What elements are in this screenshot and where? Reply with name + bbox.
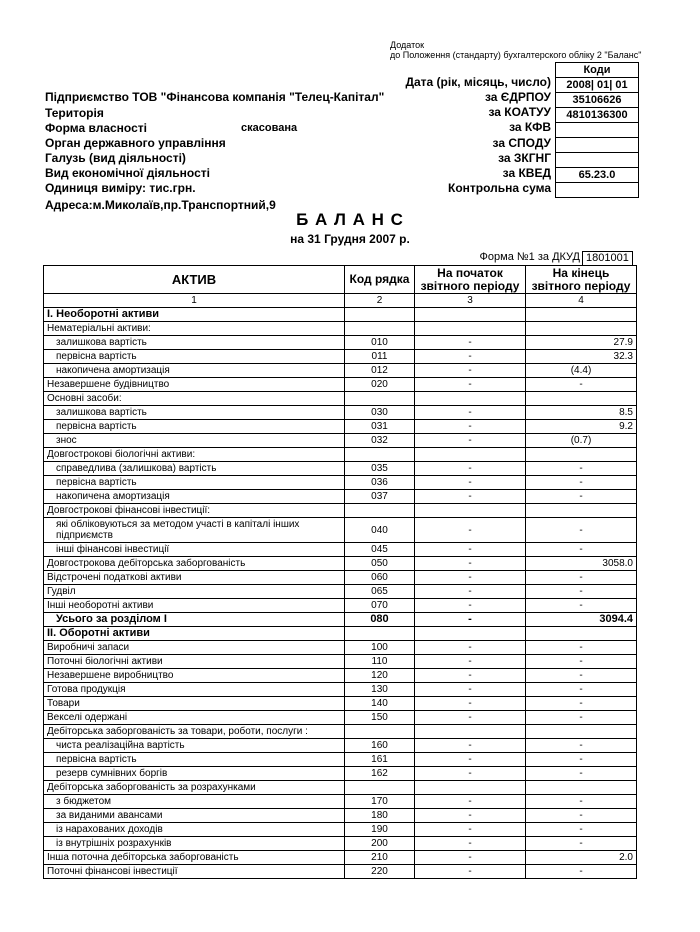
row-end-value: - [526, 543, 637, 557]
code-spodu [556, 138, 639, 153]
row-code [345, 781, 415, 795]
row-start-value: - [415, 767, 526, 781]
row-start-value: - [415, 641, 526, 655]
row-end-value: 32.3 [526, 350, 637, 364]
row-start-value: - [415, 683, 526, 697]
row-name: справедлива (залишкова) вартість [44, 462, 345, 476]
row-name: Інші необоротні активи [44, 599, 345, 613]
table-row [44, 655, 637, 669]
row-name: первісна вартість [44, 753, 345, 767]
row-start-value: - [415, 697, 526, 711]
row-end-value [526, 308, 637, 322]
row-start-value: - [415, 795, 526, 809]
row-start-value: - [415, 809, 526, 823]
row-end-value [526, 322, 637, 336]
ownership-label: Форма власності [45, 121, 147, 135]
row-code: 162 [345, 767, 415, 781]
table-row [44, 837, 637, 851]
row-code: 180 [345, 809, 415, 823]
row-name: Довгострокові фінансові інвестиції: [44, 504, 345, 518]
row-start-value: - [415, 406, 526, 420]
row-name: Відстрочені податкові активи [44, 571, 345, 585]
row-end-value: (4.4) [526, 364, 637, 378]
row-code: 050 [345, 557, 415, 571]
table-row [44, 823, 637, 837]
row-end-value: 2.0 [526, 851, 637, 865]
row-code: 045 [345, 543, 415, 557]
row-start-value: - [415, 711, 526, 725]
row-name: Незавершене будівництво [44, 378, 345, 392]
table-row [44, 571, 637, 585]
row-name: I. Необоротні активи [44, 308, 345, 322]
row-end-value: - [526, 599, 637, 613]
row-code [345, 322, 415, 336]
row-end-value: 9.2 [526, 420, 637, 434]
row-end-value: - [526, 669, 637, 683]
row-name: II. Оборотні активи [44, 627, 345, 641]
row-name: резерв сумнівних боргів [44, 767, 345, 781]
table-row [44, 557, 637, 571]
kved-label: за КВЕД [502, 166, 551, 180]
zkgng-label: за ЗКГНГ [498, 151, 551, 165]
row-code: 130 [345, 683, 415, 697]
row-name: із внутрішніх розрахунків [44, 837, 345, 851]
table-row [44, 697, 637, 711]
row-start-value: - [415, 669, 526, 683]
col-num-4: 4 [526, 294, 637, 308]
table-row [44, 711, 637, 725]
row-start-value: - [415, 753, 526, 767]
row-end-value [526, 781, 637, 795]
code-kfv [556, 123, 639, 138]
row-name: залишкова вартість [44, 336, 345, 350]
row-code: 035 [345, 462, 415, 476]
gov-body-label: Орган державного управління [45, 136, 226, 150]
row-name: залишкова вартість [44, 406, 345, 420]
row-end-value: - [526, 518, 637, 543]
table-row [44, 490, 637, 504]
row-name: Інша поточна дебіторська заборгованість [44, 851, 345, 865]
code-date: 2008| 01| 01 [556, 78, 639, 93]
row-end-value: - [526, 809, 637, 823]
row-name: первісна вартість [44, 350, 345, 364]
unit-label: Одиниця виміру: тис.грн. [45, 181, 196, 195]
table-row [44, 392, 637, 406]
row-code: 040 [345, 518, 415, 543]
row-name: за виданими авансами [44, 809, 345, 823]
row-name: Нематеріальні активи: [44, 322, 345, 336]
row-end-value: 3094.4 [526, 613, 637, 627]
row-start-value: - [415, 837, 526, 851]
table-row [44, 809, 637, 823]
table-row [44, 448, 637, 462]
header-start: На початок звітного періоду [415, 266, 526, 294]
row-start-value [415, 308, 526, 322]
document-title: Б А Л А Н С [296, 210, 404, 229]
col-num-2: 2 [345, 294, 415, 308]
row-start-value: - [415, 571, 526, 585]
row-code: 190 [345, 823, 415, 837]
row-end-value: - [526, 476, 637, 490]
row-start-value: - [415, 655, 526, 669]
row-code: 080 [345, 613, 415, 627]
row-code [345, 627, 415, 641]
row-name: інші фінансові інвестиції [44, 543, 345, 557]
row-start-value: - [415, 434, 526, 448]
balance-rows [44, 308, 637, 879]
row-end-value: - [526, 462, 637, 476]
row-start-value: - [415, 364, 526, 378]
table-row [44, 504, 637, 518]
row-name: Довгострокова дебіторська заборгованість [44, 557, 345, 571]
row-name: чиста реалізаційна вартість [44, 739, 345, 753]
row-code: 011 [345, 350, 415, 364]
row-start-value: - [415, 543, 526, 557]
table-row [44, 308, 637, 322]
form-label: Форма №1 за ДКУД [479, 251, 580, 263]
table-row [44, 669, 637, 683]
row-code [345, 448, 415, 462]
row-code [345, 725, 415, 739]
col-num-3: 3 [415, 294, 526, 308]
header-row-code: Код рядка [345, 266, 415, 294]
row-code: 037 [345, 490, 415, 504]
row-end-value [526, 392, 637, 406]
row-start-value: - [415, 851, 526, 865]
table-row [44, 739, 637, 753]
row-name: Усього за розділом I [44, 613, 345, 627]
table-row [44, 364, 637, 378]
row-end-value [526, 725, 637, 739]
row-start-value [415, 322, 526, 336]
row-code: 170 [345, 795, 415, 809]
row-code: 220 [345, 865, 415, 879]
spodu-label: за СПОДУ [492, 136, 551, 150]
table-row [44, 865, 637, 879]
code-zkgng [556, 153, 639, 168]
row-start-value [415, 448, 526, 462]
branch-label: Галузь (вид діяльності) [45, 151, 186, 165]
row-name: Виробничі запаси [44, 641, 345, 655]
row-end-value: (0.7) [526, 434, 637, 448]
row-start-value: - [415, 823, 526, 837]
table-row [44, 420, 637, 434]
row-end-value: - [526, 585, 637, 599]
row-name: накопичена амортизація [44, 364, 345, 378]
row-end-value: - [526, 865, 637, 879]
table-row [44, 434, 637, 448]
table-row [44, 767, 637, 781]
row-end-value: - [526, 823, 637, 837]
table-row [44, 350, 637, 364]
table-row [44, 462, 637, 476]
row-end-value: - [526, 683, 637, 697]
row-code: 010 [345, 336, 415, 350]
codes-title: Коди [556, 63, 639, 78]
row-start-value: - [415, 599, 526, 613]
activity-label: Вид економічної діяльності [45, 166, 210, 180]
row-start-value [415, 781, 526, 795]
row-end-value: - [526, 697, 637, 711]
row-end-value: 27.9 [526, 336, 637, 350]
document-subtitle: на 31 Грудня 2007 р. [290, 232, 410, 246]
row-name: накопичена амортизація [44, 490, 345, 504]
row-code [345, 504, 415, 518]
row-name: Векселі одержані [44, 711, 345, 725]
row-start-value: - [415, 336, 526, 350]
table-row [44, 795, 637, 809]
row-code [345, 392, 415, 406]
row-end-value: - [526, 753, 637, 767]
territory-label: Територія [45, 106, 104, 120]
row-start-value [415, 392, 526, 406]
table-row [44, 378, 637, 392]
row-start-value: - [415, 865, 526, 879]
balance-table [43, 265, 637, 879]
row-name: первісна вартість [44, 420, 345, 434]
row-name: Поточні фінансові інвестиції [44, 865, 345, 879]
row-end-value: - [526, 571, 637, 585]
enterprise-name: Підприємство ТОВ "Фінансова компанія "Телец-Капітал" [45, 90, 385, 104]
table-row [44, 725, 637, 739]
row-end-value: - [526, 767, 637, 781]
row-end-value: 8.5 [526, 406, 637, 420]
row-start-value: - [415, 585, 526, 599]
code-kved: 65.23.0 [556, 168, 639, 183]
row-end-value [526, 627, 637, 641]
row-name: знос [44, 434, 345, 448]
row-start-value: - [415, 557, 526, 571]
col-num-1: 1 [44, 294, 345, 308]
row-code: 065 [345, 585, 415, 599]
code-checksum [556, 183, 639, 198]
table-row [44, 476, 637, 490]
row-name: Готова продукція [44, 683, 345, 697]
table-row [44, 627, 637, 641]
table-row [44, 406, 637, 420]
row-code: 161 [345, 753, 415, 767]
row-start-value: - [415, 518, 526, 543]
row-code: 120 [345, 669, 415, 683]
form-code: 1801001 [582, 251, 633, 265]
appendix-reference: до Положення (стандарту) бухгалтерского обліку 2 "Баланс" [390, 50, 642, 60]
row-start-value: - [415, 378, 526, 392]
row-code: 032 [345, 434, 415, 448]
row-start-value: - [415, 350, 526, 364]
row-end-value [526, 448, 637, 462]
row-name: Довгострокові біологічні активи: [44, 448, 345, 462]
checksum-label: Контрольна сума [448, 181, 551, 195]
row-code: 020 [345, 378, 415, 392]
table-row [44, 851, 637, 865]
row-start-value: - [415, 490, 526, 504]
table-row [44, 641, 637, 655]
row-start-value: - [415, 420, 526, 434]
row-name: які обліковуються за методом участі в капіталі інших підприємств [44, 518, 345, 543]
row-end-value: - [526, 655, 637, 669]
appendix-label: Додаток [390, 40, 425, 50]
row-name: Основні засоби: [44, 392, 345, 406]
table-row [44, 613, 637, 627]
table-row [44, 322, 637, 336]
address-label: Адреса:м.Миколаїв,пр.Транспортний,9 [45, 198, 276, 212]
row-code: 070 [345, 599, 415, 613]
table-row [44, 683, 637, 697]
row-code: 140 [345, 697, 415, 711]
table-row [44, 336, 637, 350]
code-koatuu: 4810136300 [556, 108, 639, 123]
row-code: 210 [345, 851, 415, 865]
row-name: Дебіторська заборгованість за товари, роботи, послуги : [44, 725, 345, 739]
kfv-label: за КФВ [509, 120, 551, 134]
row-code: 160 [345, 739, 415, 753]
code-edrpou: 35106626 [556, 93, 639, 108]
row-start-value: - [415, 476, 526, 490]
row-code: 110 [345, 655, 415, 669]
row-name: первісна вартість [44, 476, 345, 490]
codes-box [555, 62, 639, 198]
table-row [44, 543, 637, 557]
table-row [44, 518, 637, 543]
row-end-value: - [526, 711, 637, 725]
row-end-value [526, 504, 637, 518]
row-name: із нарахованих доходів [44, 823, 345, 837]
row-code: 036 [345, 476, 415, 490]
row-name: Гудвіл [44, 585, 345, 599]
row-code: 150 [345, 711, 415, 725]
row-name: Поточні біологічні активи [44, 655, 345, 669]
row-end-value: 3058.0 [526, 557, 637, 571]
row-name: з бюджетом [44, 795, 345, 809]
row-start-value: - [415, 613, 526, 627]
row-code: 030 [345, 406, 415, 420]
table-row [44, 599, 637, 613]
row-start-value [415, 725, 526, 739]
row-name: Незавершене виробництво [44, 669, 345, 683]
row-start-value: - [415, 739, 526, 753]
header-end: На кінець звітного періоду [526, 266, 637, 294]
row-code: 100 [345, 641, 415, 655]
date-label: Дата (рік, місяць, число) [405, 75, 551, 89]
table-row [44, 753, 637, 767]
edrpou-label: за ЄДРПОУ [484, 90, 551, 104]
row-start-value [415, 504, 526, 518]
row-name: Товари [44, 697, 345, 711]
row-end-value: - [526, 378, 637, 392]
row-end-value: - [526, 490, 637, 504]
row-end-value: - [526, 837, 637, 851]
row-end-value: - [526, 641, 637, 655]
row-code: 031 [345, 420, 415, 434]
koatuu-label: за КОАТУУ [488, 105, 551, 119]
row-code: 012 [345, 364, 415, 378]
header-asset: АКТИВ [44, 266, 345, 294]
row-start-value: - [415, 462, 526, 476]
row-code: 060 [345, 571, 415, 585]
ownership-note: скасована [241, 122, 298, 134]
table-row [44, 585, 637, 599]
row-code: 200 [345, 837, 415, 851]
row-name: Дебіторська заборгованість за розрахунками [44, 781, 345, 795]
row-end-value: - [526, 739, 637, 753]
row-start-value [415, 627, 526, 641]
row-end-value: - [526, 795, 637, 809]
row-code [345, 308, 415, 322]
table-row [44, 781, 637, 795]
